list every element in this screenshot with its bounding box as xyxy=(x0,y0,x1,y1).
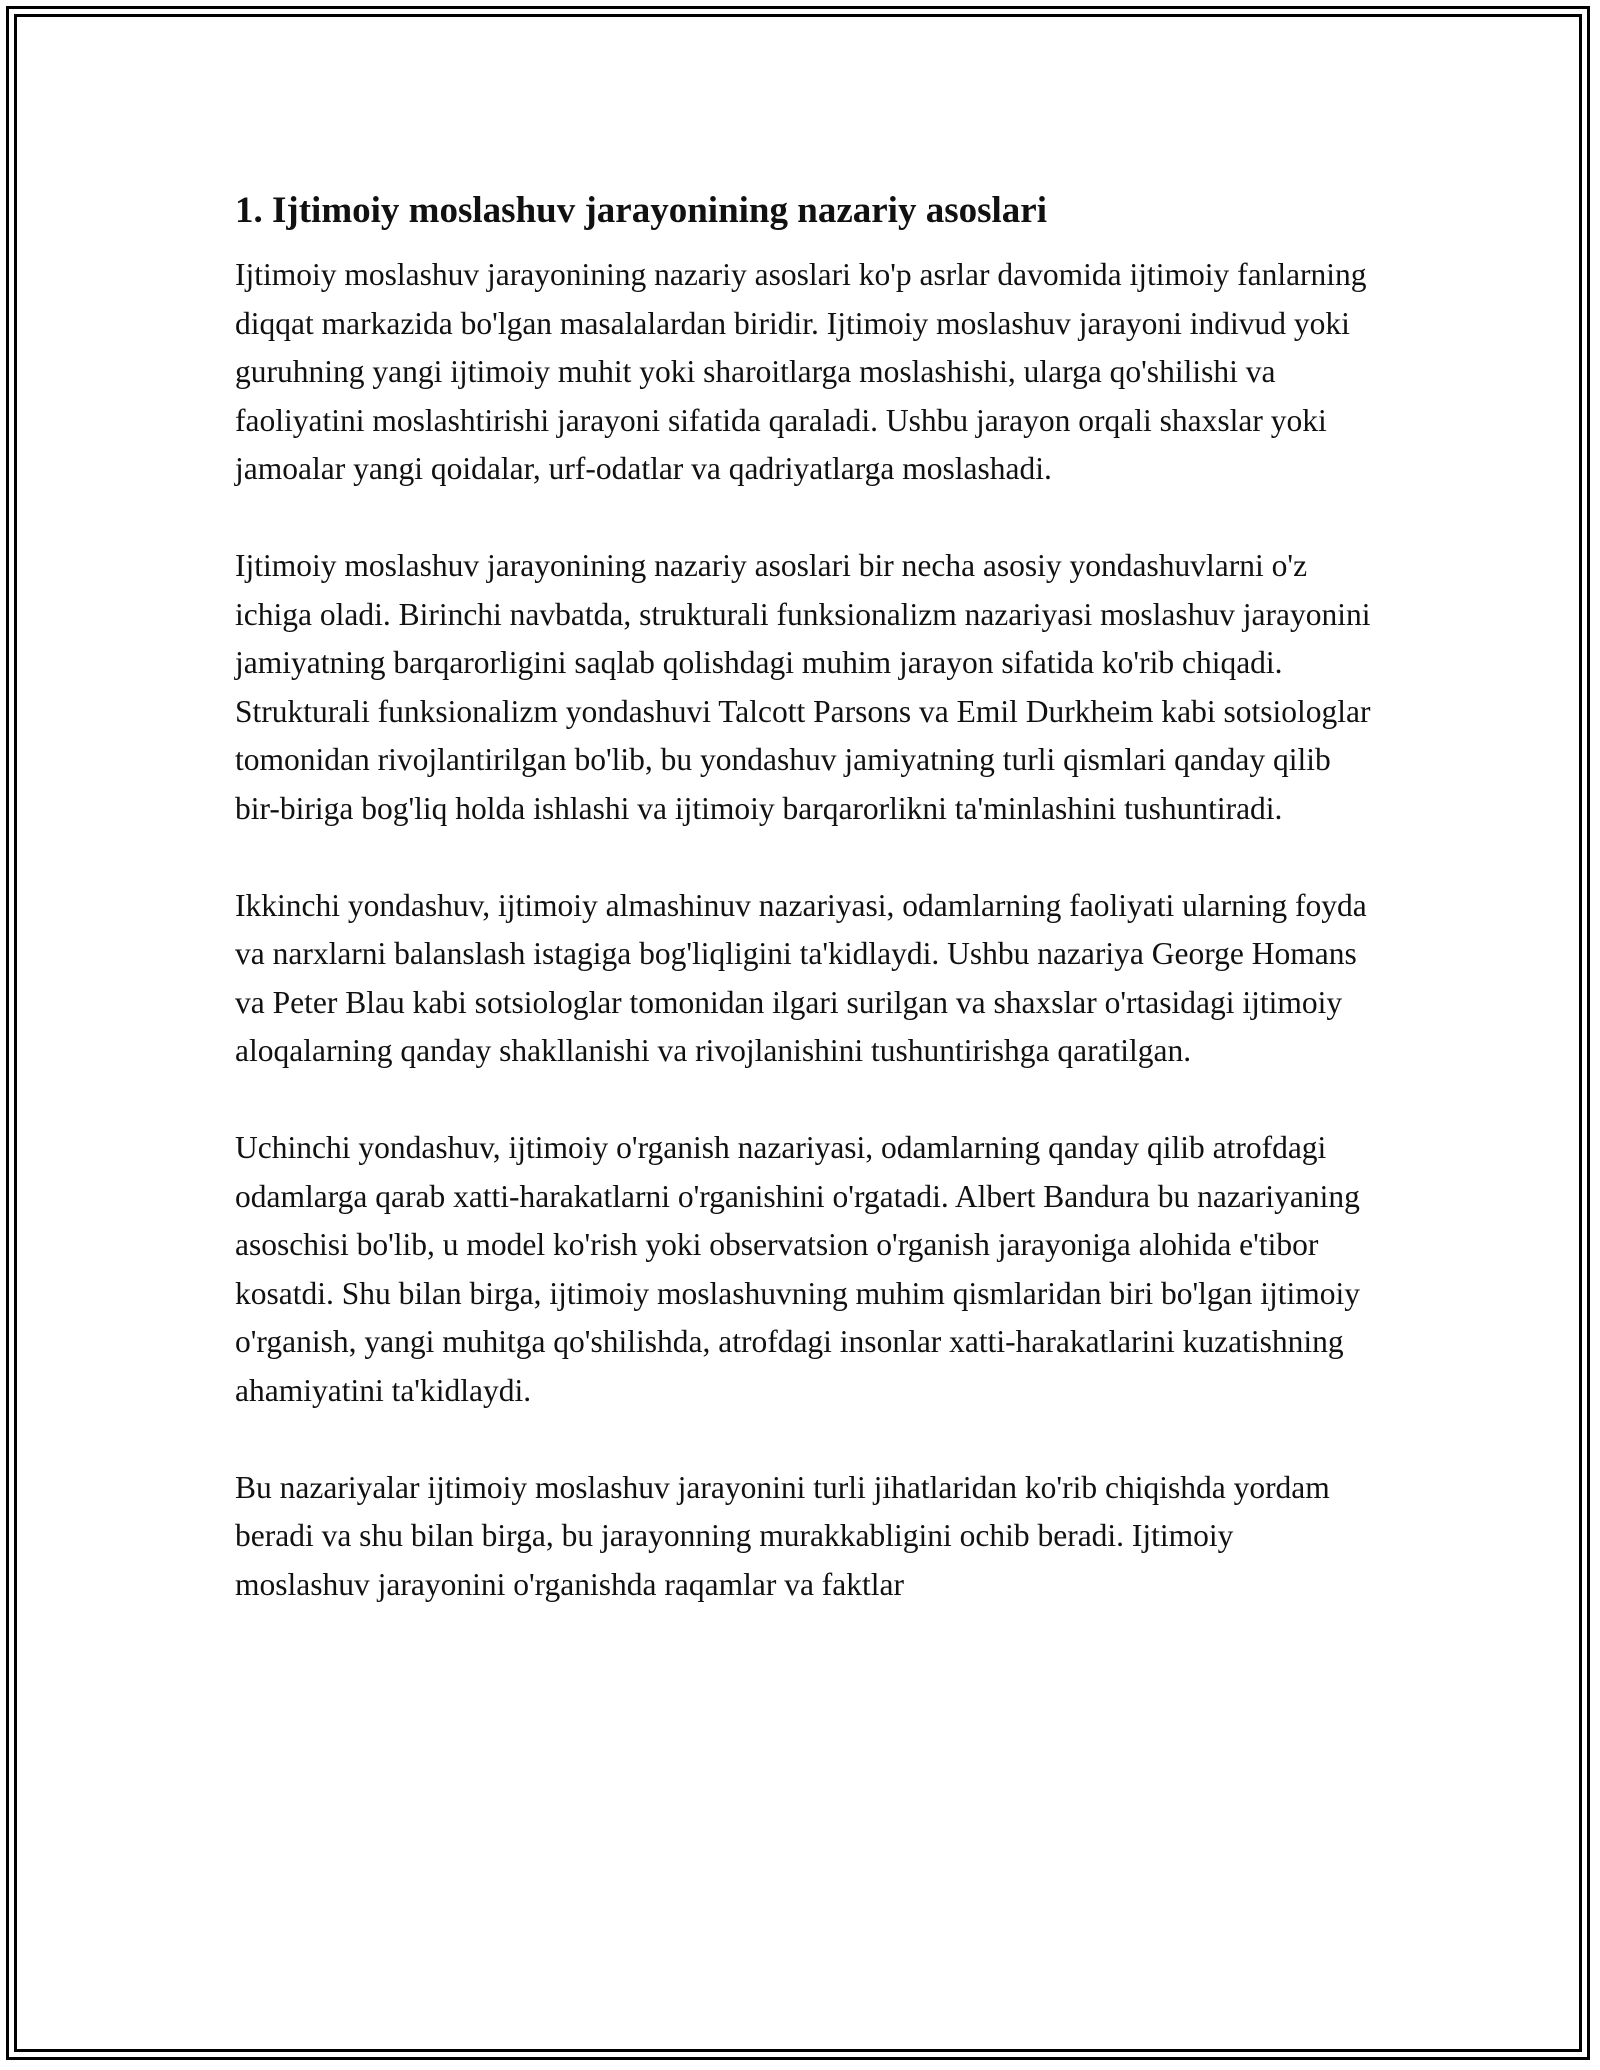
paragraph-5: Bu nazariyalar ijtimoiy moslashuv jarayonini turli jihatlaridan ko'rib chiqishda yordam beradi va shu bilan birga, bu jarayonning murakkabligini ochib beradi. Ijtimoiy moslashuv jarayonini o'rganishda raqamlar va faktlar xyxy=(235,1469,1330,1602)
section-heading: 1. Ijtimoiy moslashuv jarayonining nazariy asoslari xyxy=(235,190,1047,231)
document-body xyxy=(235,185,1375,1609)
paragraph-3: Ikkinchi yondashuv, ijtimoiy almashinuv nazariyasi, odamlarning faoliyati ularning foyda va narxlarni balanslash istagiga bog'liqligini ta'kidlaydi. Ushbu nazariya George Homans va Peter Blau kabi sotsiologlar tomonidan ilgari surilgan va shaxslar o'rtasidagi ijtimoiy aloqalarning qanday shakllanishi va rivojlanishini tushuntirishga qaratilgan. xyxy=(235,887,1367,1068)
paragraph-2: Ijtimoiy moslashuv jarayonining nazariy asoslari bir necha asosiy yondashuvlarni o'z ichiga oladi. Birinchi navbatda, strukturali funksionalizm nazariyasi moslashuv jarayonini jamiyatning barqarorligini saqlab qolishdagi muhim jarayon sifatida ko'rib chiqadi. Strukturali funksionalizm yondashuvi Talcott Parsons va Emil Durkheim kabi sotsiologlar tomonidan rivojlantirilgan bo'lib, bu yondashuv jamiyatning turli qismlari qanday qilib bir-biriga bog'liq holda ishlashi va ijtimoiy barqarorlikni ta'minlashini tushuntiradi. xyxy=(235,548,1371,826)
paragraph-1: Ijtimoiy moslashuv jarayonining nazariy asoslari ko'p asrlar davomida ijtimoiy fanlarning diqqat markazida bo'lgan masalalardan biridir. Ijtimoiy moslashuv jarayoni indivud yoki guruhning yangi ijtimoiy muhit yoki sharoitlarga moslashishi, ularga qo'shilishi va faoliyatini moslashtirishi jarayoni sifatida qaraladi. Ushbu jarayon orqali shaxslar yoki jamoalar yangi qoidalar, urf-odatlar va qadriyatlarga moslashadi. xyxy=(235,257,1367,486)
paragraph-4: Uchinchi yondashuv, ijtimoiy o'rganish nazariyasi, odamlarning qanday qilib atrofdagi odamlarga qarab xatti-harakatlarni o'rganishini o'rgatadi. Albert Bandura bu nazariyaning asoschisi bo'lib, u model ko'rish yoki observatsion o'rganish jarayoniga alohida e'tibor kosatdi. Shu bilan birga, ijtimoiy moslashuvning muhim qismlaridan biri bo'lgan ijtimoiy o'rganish, yangi muhitga qo'shilishda, atrofdagi insonlar xatti-harakatlarini kuzatishning ahamiyatini ta'kidlaydi. xyxy=(235,1130,1361,1408)
